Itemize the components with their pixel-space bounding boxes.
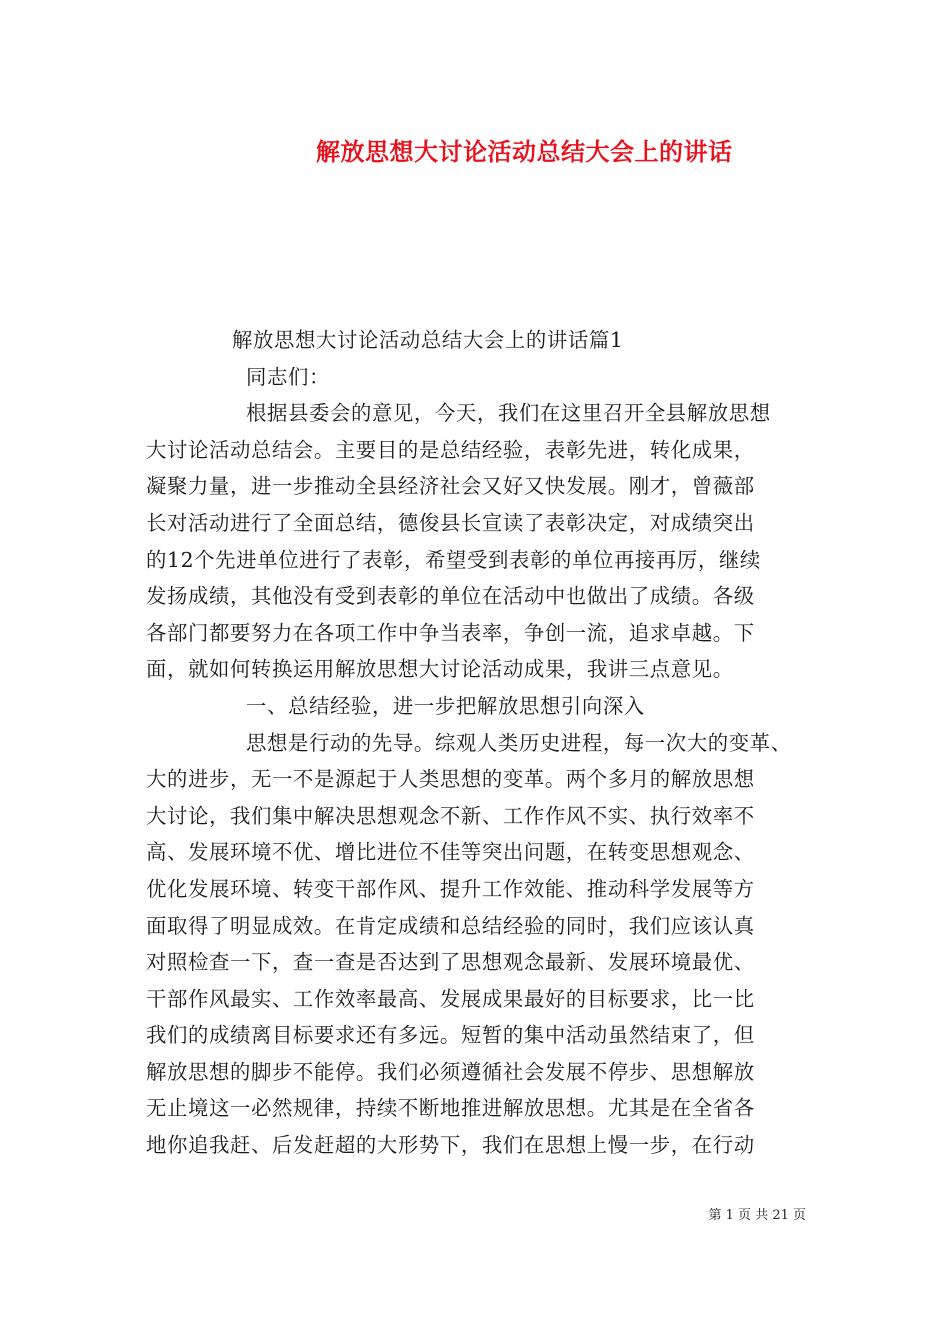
- text-line: 地你追我赶、后发赶超的大形势下，我们在思想上慢一步，在行动: [146, 1133, 755, 1158]
- text-line: 大的进步，无一不是源起于人类思想的变革。两个多月的解放思想: [146, 767, 755, 792]
- text-line: 我们的成绩离目标要求还有多远。短暂的集中活动虽然结束了，但: [146, 1023, 755, 1048]
- text-line: 一、总结经验，进一步把解放思想引向深入: [246, 693, 645, 718]
- text-line: 解放思想大讨论活动总结大会上的讲话篇1: [232, 328, 624, 352]
- page-number: 第 1 页 共 21 页: [708, 1208, 806, 1223]
- text-line: 面取得了明显成效。在肯定成绩和总结经验的同时，我们应该认真: [146, 913, 755, 938]
- text-line: 高、发展环境不优、增比进位不佳等突出问题，在转变思想观念、: [146, 840, 755, 865]
- text-line: 凝聚力量，进一步推动全县经济社会又好又快发展。刚才，曾薇部: [146, 474, 755, 499]
- text-line: 解放思想的脚步不能停。我们必须遵循社会发展不停步、思想解放: [146, 1059, 755, 1084]
- text-line: 各部门都要努力在各项工作中争当表率，争创一流，追求卓越。下: [146, 620, 755, 645]
- text-line: 干部作风最实、工作效率最高、发展成果最好的目标要求，比一比: [146, 986, 755, 1011]
- text-line: 同志们：: [246, 364, 330, 389]
- text-line: 发扬成绩，其他没有受到表彰的单位在活动中也做出了成绩。各级: [146, 584, 755, 609]
- text-line: 优化发展环境、转变干部作风、提升工作效能、推动科学发展等方: [146, 876, 755, 901]
- text-line: 思想是行动的先导。综观人类历史进程，每一次大的变革、: [246, 730, 792, 755]
- text-line: 面，就如何转换运用解放思想大讨论活动成果，我讲三点意见。: [146, 657, 734, 682]
- text-line: 对照检查一下，查一查是否达到了思想观念最新、发展环境最优、: [146, 950, 755, 975]
- text-line: 的12个先进单位进行了表彰，希望受到表彰的单位再接再厉，继续: [146, 547, 761, 572]
- text-line: 大讨论，我们集中解决思想观念不新、工作作风不实、执行效率不: [146, 803, 755, 828]
- text-line: 无止境这一必然规律，持续不断地推进解放思想。尤其是在全省各: [146, 1096, 755, 1121]
- text-line: 根据县委会的意见，今天，我们在这里召开全县解放思想: [246, 401, 771, 426]
- text-line: 长对活动进行了全面总结，德俊县长宣读了表彰决定，对成绩突出: [146, 510, 755, 535]
- document-title: 解放思想大讨论活动总结大会上的讲话: [316, 137, 733, 166]
- document-body: [146, 322, 814, 1164]
- text-line: 大讨论活动总结会。主要目的是总结经验，表彰先进，转化成果，: [146, 437, 755, 462]
